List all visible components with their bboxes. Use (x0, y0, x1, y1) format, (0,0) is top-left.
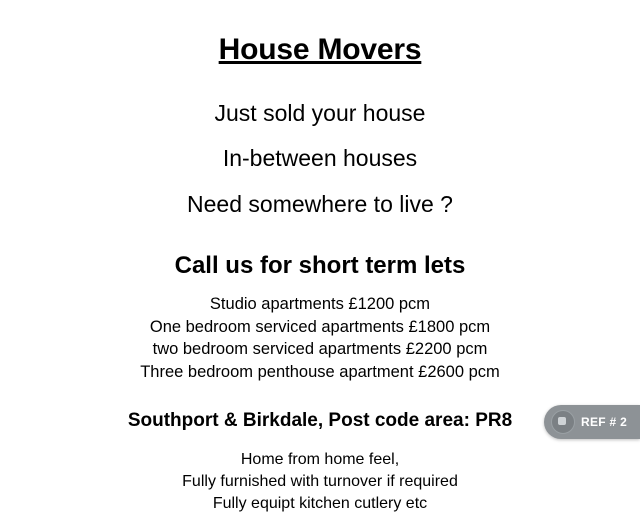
page-title: House Movers (218, 33, 422, 66)
price-list (30, 293, 610, 383)
list-item: Three bedroom penthouse apartment £2600 pcm (140, 362, 500, 381)
home-icon (551, 410, 575, 434)
list-item: Studio apartments £1200 pcm (209, 295, 431, 314)
list-item: two bedroom serviced apartments £2200 pcm (152, 340, 488, 359)
ref-badge-label: REF # 2 (581, 415, 628, 429)
lead-line-3: Need somewhere to live ? (187, 190, 453, 217)
list-item: Home from home feel, (240, 451, 400, 469)
lead-line-2: In-between houses (222, 145, 418, 172)
ref-badge[interactable] (544, 405, 640, 439)
list-item: Fully furnished with turnover if required (182, 473, 458, 491)
call-heading: Call us for short term lets (174, 252, 466, 280)
list-item: Fully equipt kitchen cutlery etc (212, 495, 428, 513)
area-line: Southport & Birkdale, Post code area: PR8 (127, 410, 513, 432)
features-list (30, 449, 610, 515)
lead-line-1: Just sold your house (214, 100, 426, 126)
list-item: One bedroom serviced apartments £1800 pcm (149, 317, 491, 336)
